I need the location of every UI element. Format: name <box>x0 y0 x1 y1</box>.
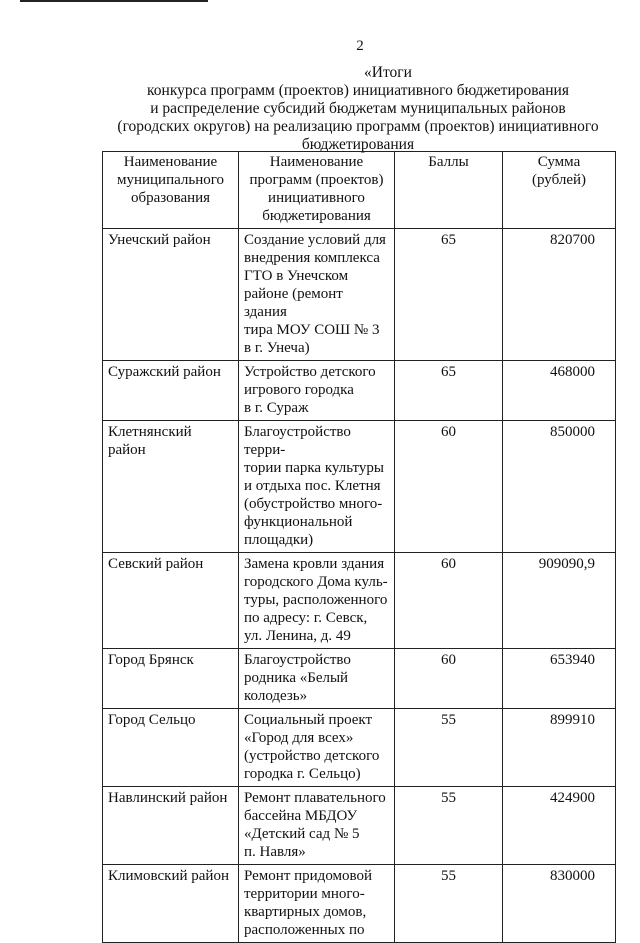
cell-district: Город Брянск <box>103 649 239 709</box>
table-row <box>103 553 616 649</box>
cell-score: 55 <box>395 787 503 865</box>
cell-score: 65 <box>395 361 503 421</box>
table-row <box>103 649 616 709</box>
cell-district: Севский район <box>103 553 239 649</box>
header-municipality: Наименование муниципального образования <box>103 152 239 229</box>
document-title <box>100 64 616 154</box>
cell-sum: 653940 <box>503 649 616 709</box>
cell-sum: 820700 <box>503 229 616 361</box>
table-header-row <box>103 152 616 229</box>
table-row <box>103 421 616 553</box>
results-table <box>102 151 616 943</box>
cell-district: Унечский район <box>103 229 239 361</box>
cell-score: 60 <box>395 421 503 553</box>
cell-district: Клетнянский район <box>103 421 239 553</box>
cell-district: Климовский район <box>103 865 239 943</box>
cell-project: Благоустройство родника «Белый колодезь» <box>239 649 395 709</box>
table-row <box>103 865 616 943</box>
cell-sum: 850000 <box>503 421 616 553</box>
header-rule <box>20 0 208 2</box>
table-row <box>103 709 616 787</box>
cell-project: Благоустройство терри- тории парка культуры и отдыха пос. Клетня (обустройство много- функциональной площадки) <box>239 421 395 553</box>
header-sum: Сумма (рублей) <box>503 152 616 229</box>
cell-project: Создание условий для внедрения комплекса ГТО в Унечском районе (ремонт здания тира МОУ СОШ № 3 в г. Унеча) <box>239 229 395 361</box>
title-line: конкурса программ (проектов) инициативного бюджетирования <box>147 82 569 99</box>
cell-score: 60 <box>395 553 503 649</box>
header-project: Наименование программ (проектов) инициативного бюджетирования <box>239 152 395 229</box>
cell-district: Навлинский район <box>103 787 239 865</box>
cell-sum: 909090,9 <box>503 553 616 649</box>
cell-project: Замена кровли здания городского Дома куль- туры, расположенного по адресу: г. Севск, ул. Ленина, д. 49 <box>239 553 395 649</box>
table-row <box>103 361 616 421</box>
cell-score: 60 <box>395 649 503 709</box>
cell-sum: 899910 <box>503 709 616 787</box>
cell-sum: 424900 <box>503 787 616 865</box>
page-number: 2 <box>356 38 364 54</box>
title-line: бюджетирования <box>301 136 415 153</box>
title-line: (городских округов) на реализацию программ (проектов) инициативного <box>117 118 599 135</box>
cell-project: Ремонт придомовой территории много- квартирных домов, расположенных по <box>239 865 395 943</box>
header-score: Баллы <box>395 152 503 229</box>
cell-score: 55 <box>395 709 503 787</box>
cell-sum: 468000 <box>503 361 616 421</box>
cell-district: Город Сельцо <box>103 709 239 787</box>
cell-district: Суражский район <box>103 361 239 421</box>
cell-sum: 830000 <box>503 865 616 943</box>
title-line: «Итоги <box>364 64 412 81</box>
cell-project: Ремонт плавательного бассейна МБДОУ «Детский сад № 5 п. Навля» <box>239 787 395 865</box>
table-row <box>103 787 616 865</box>
cell-score: 55 <box>395 865 503 943</box>
table-row <box>103 229 616 361</box>
cell-project: Устройство детского игрового городка в г. Сураж <box>239 361 395 421</box>
cell-score: 65 <box>395 229 503 361</box>
title-line: и распределение субсидий бюджетам муниципальных районов <box>150 100 566 117</box>
cell-project: Социальный проект «Город для всех» (устройство детского городка г. Сельцо) <box>239 709 395 787</box>
